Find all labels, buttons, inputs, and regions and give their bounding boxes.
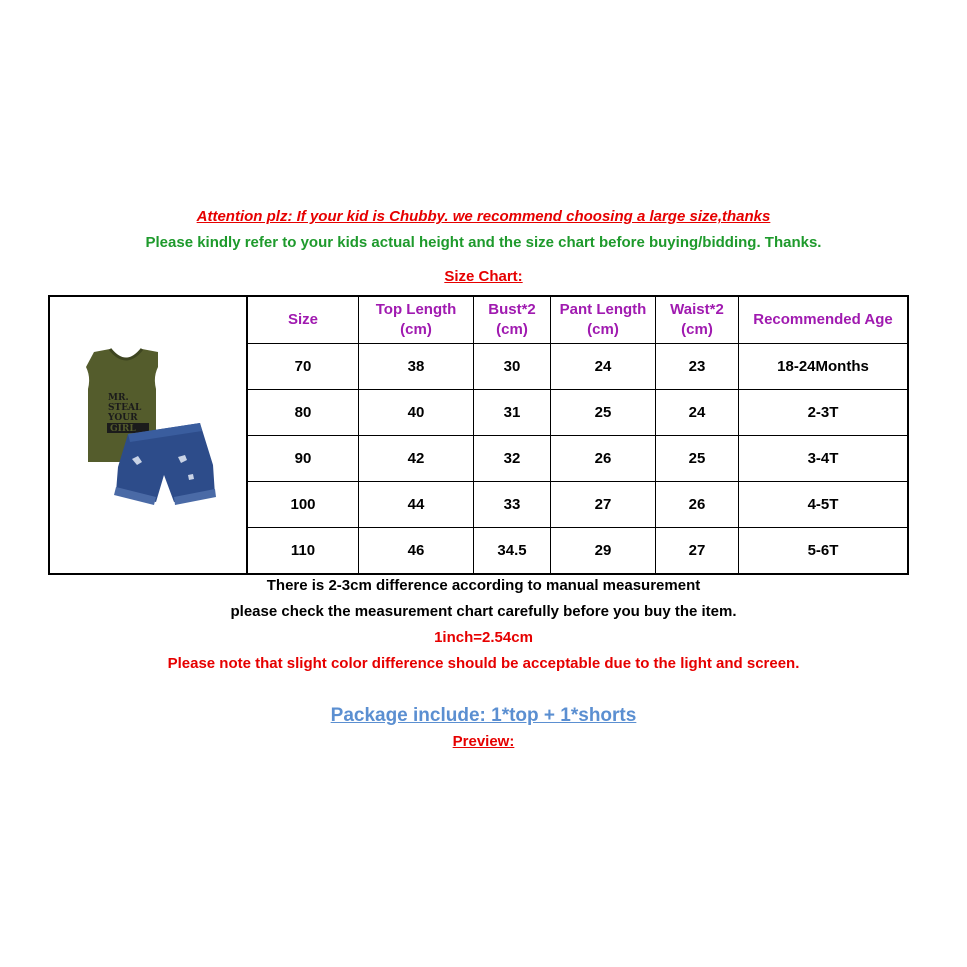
header-unit: (cm) (496, 321, 528, 338)
inch-conversion-note: 1inch=2.54cm (434, 629, 533, 646)
cell-bust: 33 (474, 482, 551, 528)
size-chart-title: Size Chart: (444, 268, 523, 285)
tank-print-line: GIRL (110, 424, 136, 434)
cell-top-length: 46 (359, 528, 474, 574)
cell-size: 70 (248, 344, 359, 390)
cell-waist: 26 (656, 482, 739, 528)
table-row (248, 482, 907, 528)
table-row (248, 344, 907, 390)
header-line: Size (287, 311, 318, 328)
tank-print-line: YOUR (108, 413, 138, 423)
cell-recommended-age: 4-5T (739, 482, 908, 528)
size-table (248, 297, 907, 573)
cell-recommended-age: 5-6T (739, 528, 908, 574)
measurement-difference-note: There is 2-3cm difference according to manual measurement (266, 577, 701, 594)
cell-size: 80 (248, 390, 359, 436)
cell-pant-length: 27 (551, 482, 656, 528)
header-line: Waist*2 (670, 301, 724, 318)
header-line: Bust*2 (488, 301, 536, 318)
column-header-top-length (359, 297, 474, 344)
cell-bust: 34.5 (474, 528, 551, 574)
cell-top-length: 44 (359, 482, 474, 528)
cell-size: 100 (248, 482, 359, 528)
header-unit: (cm) (587, 321, 619, 338)
cell-recommended-age: 18-24Months (739, 344, 908, 390)
header-unit: (cm) (681, 321, 713, 338)
tank-print-line: STEAL (108, 403, 142, 413)
measurement-check-note: please check the measurement chart carefully before you buy the item. (230, 603, 737, 620)
column-header-waist (656, 297, 739, 344)
package-include-note: Package include: 1*top + 1*shorts (330, 705, 637, 726)
header-unit: (cm) (400, 321, 432, 338)
cell-pant-length: 25 (551, 390, 656, 436)
size-chart-frame (48, 295, 909, 575)
cell-waist: 23 (656, 344, 739, 390)
cell-top-length: 38 (359, 344, 474, 390)
cell-waist: 27 (656, 528, 739, 574)
header-line: Pant Length (559, 301, 647, 318)
column-header-size (248, 297, 359, 344)
cell-pant-length: 26 (551, 436, 656, 482)
product-image (50, 297, 246, 573)
cell-waist: 25 (656, 436, 739, 482)
table-row (248, 390, 907, 436)
header-line: Recommended Age (753, 311, 893, 328)
attention-note: Attention plz: If your kid is Chubby. we recommend choosing a large size,thanks (196, 208, 771, 225)
column-header-pant-length (551, 297, 656, 344)
color-difference-note: Please note that slight color difference should be acceptable due to the light and screen. (167, 655, 800, 672)
table-row (248, 528, 907, 574)
cell-recommended-age: 2-3T (739, 390, 908, 436)
table-row (248, 436, 907, 482)
column-header-bust (474, 297, 551, 344)
preview-heading: Preview: (452, 733, 515, 750)
cell-bust: 30 (474, 344, 551, 390)
cell-pant-length: 29 (551, 528, 656, 574)
size-reference-note: Please kindly refer to your kids actual height and the size chart before buying/bidding. Thanks. (145, 234, 822, 251)
table-header-row (248, 297, 907, 344)
cell-recommended-age: 3-4T (739, 436, 908, 482)
product-image-cell (50, 297, 248, 573)
cell-top-length: 42 (359, 436, 474, 482)
cell-size: 90 (248, 436, 359, 482)
cell-waist: 24 (656, 390, 739, 436)
tank-print-line: MR. (108, 393, 129, 403)
header-line: Top Length (375, 301, 457, 318)
cell-pant-length: 24 (551, 344, 656, 390)
cell-bust: 32 (474, 436, 551, 482)
column-header-recommended-age (739, 297, 908, 344)
cell-size: 110 (248, 528, 359, 574)
cell-bust: 31 (474, 390, 551, 436)
cell-top-length: 40 (359, 390, 474, 436)
